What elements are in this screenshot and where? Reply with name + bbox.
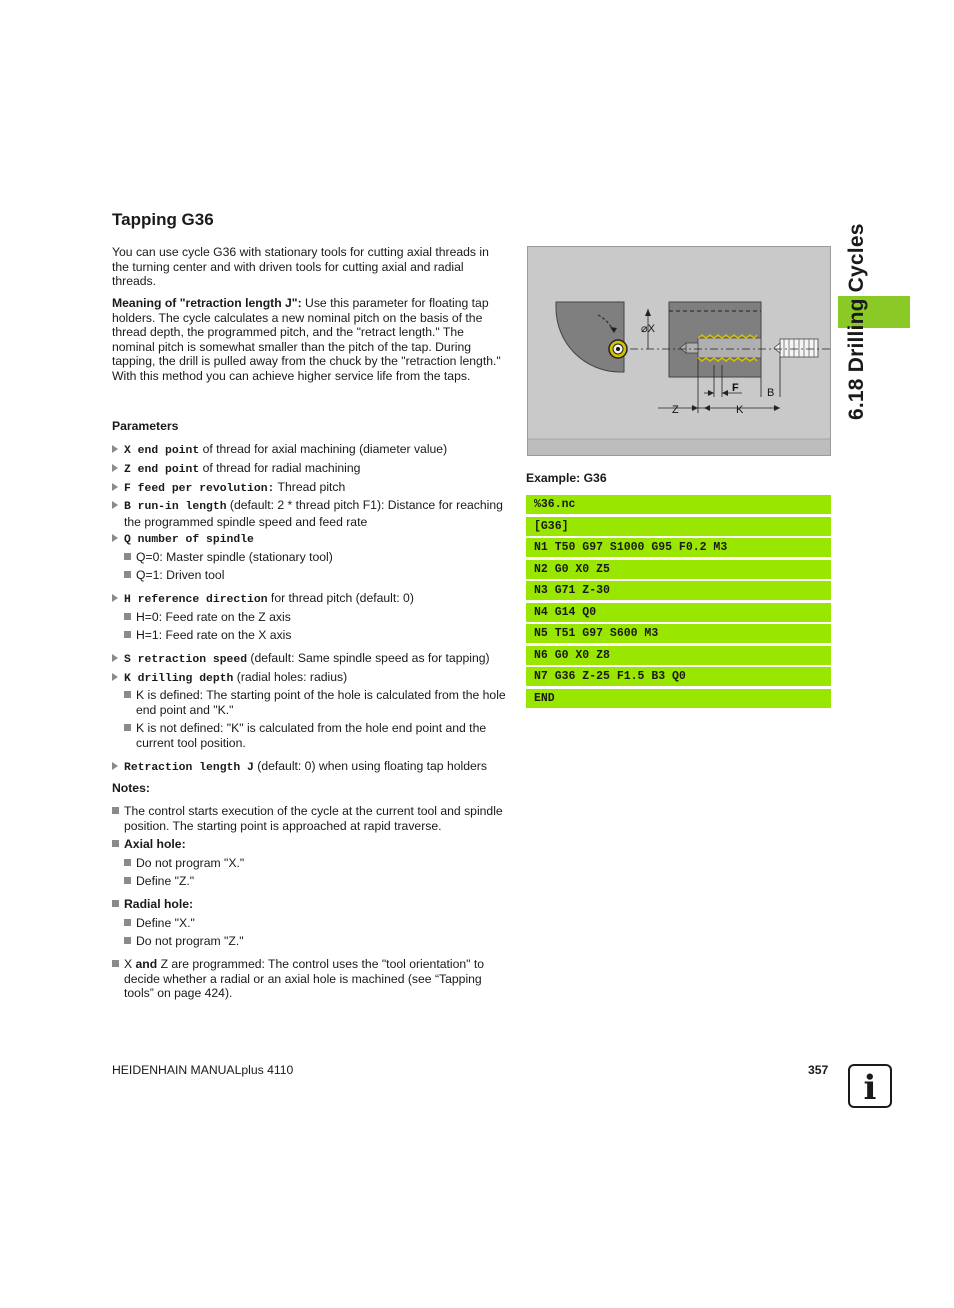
triangle-bullet-icon (112, 464, 118, 472)
param-code: Retraction length J (124, 762, 254, 774)
triangle-bullet-icon (112, 534, 118, 542)
note-text: Radial hole: (124, 897, 194, 911)
param-desc: (default: 2 * thread pitch F1): Distance for reaching the programmed spindle speed and feed rate (124, 498, 503, 529)
square-bullet-icon (112, 900, 119, 907)
param-desc: (radial holes: radius) (233, 670, 348, 684)
note-text-bold: and (135, 957, 158, 971)
code-line: %36.nc (526, 495, 831, 514)
label-x: ⌀X (641, 323, 655, 335)
code-line: [G36] (526, 517, 831, 536)
triangle-bullet-icon (112, 501, 118, 509)
param-code: Q number of spindle (124, 534, 254, 546)
code-line: N7 G36 Z-25 F1.5 B3 Q0 (526, 667, 831, 686)
code-line: N6 G0 X0 Z8 (526, 646, 831, 665)
chuck-shape (556, 302, 624, 372)
info-icon-glyph (850, 1066, 890, 1106)
code-line: N3 G71 Z-30 (526, 581, 831, 600)
label-b: B (767, 387, 775, 399)
info-letter: i (863, 1068, 877, 1106)
square-bullet-icon (124, 571, 131, 578)
page-title: Tapping G36 (112, 210, 214, 229)
square-bullet-icon (124, 613, 131, 620)
meaning-paragraph (112, 296, 507, 384)
code-line: N5 T51 G97 S600 M3 (526, 624, 831, 643)
param-code: H reference direction (124, 594, 268, 606)
code-line: N2 G0 X0 Z5 (526, 560, 831, 579)
meaning-text: Use this parameter for floating tap holders. The cycle calculates a new nominal pitch on the basis of the thread depth, the programmed pitch, and the "retract length." The nominal pitch is somewhat smaller than the pitch of the tap. During tapping, the drill is pulled away from the chuck by the "retraction length." With this method you can achieve higher service life from the taps. (112, 296, 501, 383)
square-bullet-icon (124, 553, 131, 560)
note-text: X (124, 957, 136, 971)
option-text: K is defined: The starting point of the hole is calculated from the hole end point and "K." (136, 688, 506, 717)
example-label: Example: G36 (526, 471, 607, 485)
param-code: B run-in length (124, 501, 227, 513)
param-code: X end point (124, 445, 200, 457)
square-bullet-icon (112, 840, 119, 847)
triangle-bullet-icon (112, 594, 118, 602)
code-line: END (526, 689, 831, 708)
param-desc: (default: Same spindle speed as for tapping) (247, 651, 490, 665)
square-bullet-icon (124, 919, 131, 926)
param-desc: of thread for axial machining (diameter value) (199, 442, 448, 456)
param-desc: Thread pitch (274, 480, 346, 494)
param-code: S retraction speed (124, 654, 248, 666)
info-icon (848, 1064, 892, 1108)
page-number: 357 (808, 1063, 829, 1077)
square-bullet-icon (124, 691, 131, 698)
diagram-footer-strip (528, 439, 830, 455)
triangle-bullet-icon (112, 483, 118, 491)
triangle-bullet-icon (112, 762, 118, 770)
intro-paragraph: You can use cycle G36 with stationary tools for cutting axial threads in the turning center and with driven tools for cutting axial and radial threads. (112, 245, 489, 289)
param-desc: (default: 0) when using floating tap holders (253, 759, 487, 773)
note-text: The control starts execution of the cycle at the current tool and spindle position. The starting point is approached at rapid traverse. (124, 804, 503, 833)
square-bullet-icon (124, 631, 131, 638)
param-code: K drilling depth (124, 673, 234, 685)
square-bullet-icon (124, 877, 131, 884)
param-code: Z end point (124, 464, 200, 476)
tapping-diagram (527, 246, 831, 456)
option-text: Q=1: Driven tool (136, 568, 225, 582)
note-subtext: Do not program "X." (136, 856, 245, 870)
option-text: H=1: Feed rate on the X axis (136, 628, 292, 642)
note-subtext: Define "X." (136, 916, 195, 930)
triangle-bullet-icon (112, 445, 118, 453)
parameters-heading: Parameters (112, 419, 179, 433)
triangle-bullet-icon (112, 654, 118, 662)
note-subtext: Do not program "Z." (136, 934, 244, 948)
chapter-tab-label: 6.18 Drilling Cycles (845, 223, 868, 420)
label-f: F (732, 382, 739, 394)
square-bullet-icon (112, 960, 119, 967)
label-k: K (736, 404, 744, 416)
square-bullet-icon (124, 859, 131, 866)
square-bullet-icon (112, 807, 119, 814)
meaning-label: Meaning of "retraction length J": (112, 296, 302, 310)
param-desc: for thread pitch (default: 0) (267, 591, 414, 605)
square-bullet-icon (124, 724, 131, 731)
option-text: H=0: Feed rate on the Z axis (136, 610, 291, 624)
option-text: Q=0: Master spindle (stationary tool) (136, 550, 333, 564)
notes-heading: Notes: (112, 781, 150, 795)
triangle-bullet-icon (112, 673, 118, 681)
note-text: Axial hole: (124, 837, 186, 851)
square-bullet-icon (124, 937, 131, 944)
note-subtext: Define "Z." (136, 874, 195, 888)
param-code: F feed per revolution: (124, 483, 275, 495)
tapping-diagram-svg (528, 247, 830, 455)
option-text: K is not defined: "K" is calculated from the hole end point and the current tool position. (136, 721, 487, 750)
code-line: N4 G14 Q0 (526, 603, 831, 622)
code-line: N1 T50 G97 S1000 G95 F0.2 M3 (526, 538, 831, 557)
footer-manual-name: HEIDENHAIN MANUALplus 4110 (112, 1063, 294, 1077)
note-text: Z are programmed: The control uses the "tool orientation" to decide whether a radial or an axial hole is machined (see “Tapping tools” on page 424). (124, 957, 485, 1001)
param-desc: of thread for radial machining (199, 461, 361, 475)
label-z: Z (672, 404, 679, 416)
